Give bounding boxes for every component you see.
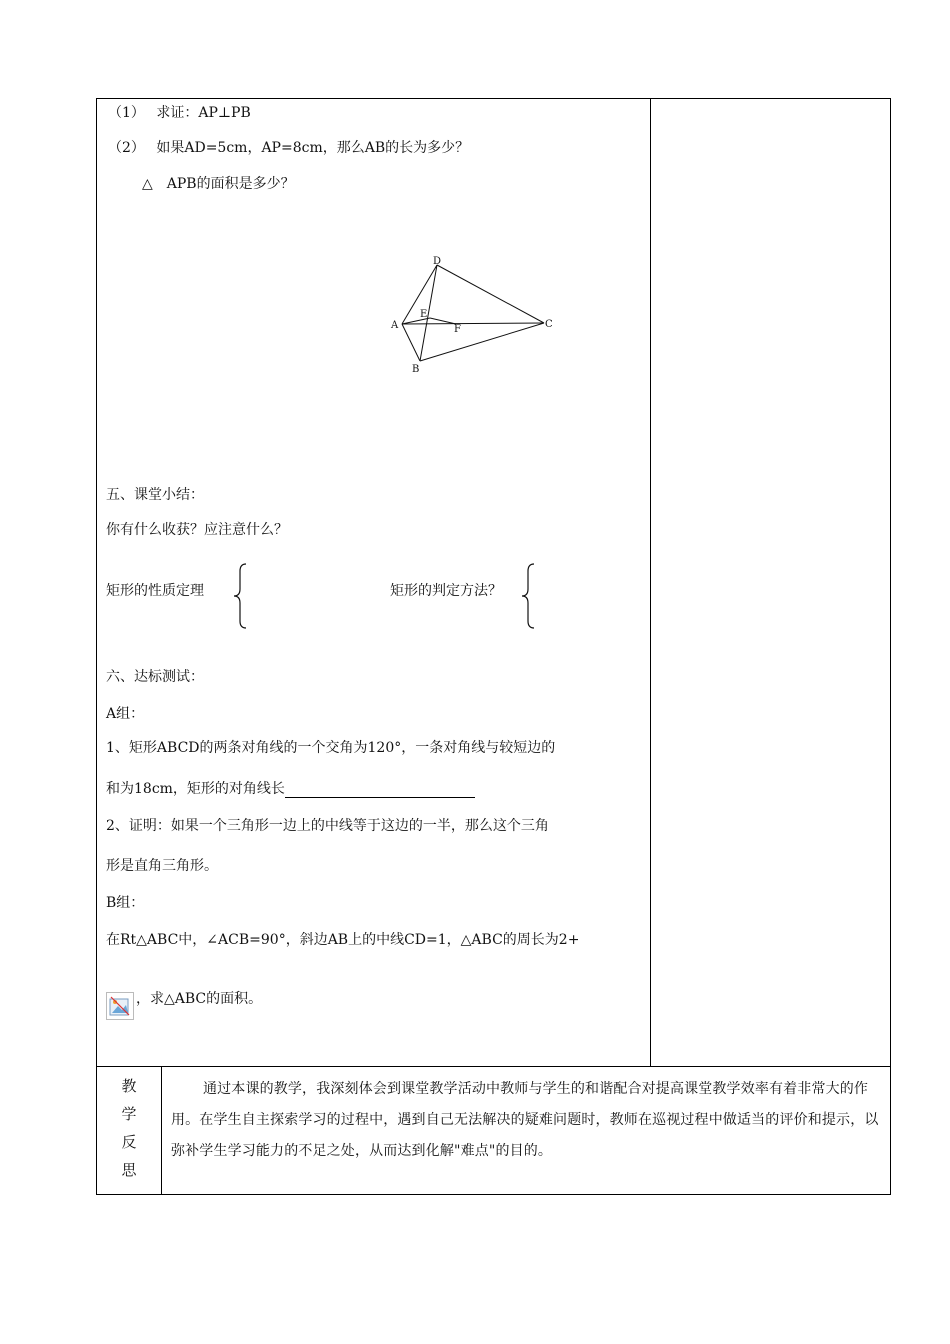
a2-line2: 形是直角三角形。 (106, 858, 218, 874)
segment-AC (402, 323, 544, 324)
reflection-char-1: 教 (121, 1077, 137, 1095)
geometry-figure (380, 248, 570, 378)
label-A: A (391, 320, 399, 331)
left-brace-icon (232, 563, 248, 629)
table-right-border (890, 98, 891, 1195)
segment-DC (437, 265, 544, 323)
table-row-divider (96, 1066, 891, 1067)
label-E: E (420, 309, 428, 320)
reflection-text: 通过本课的教学，我深刻体会到课堂教学活动中教师与学生的和谐配合对提高课堂教学效率有着非常大的作用。在学生自主探索学习的过程中，遇到自己无法解决的疑难问题时，教师在巡视过程中做适当的评价和提示，以弥补学生学习能力的不足之处，从而达到化解"难点"的目的。 (171, 1081, 879, 1159)
group-a-label: A组： (106, 706, 145, 722)
table-bottom-border (96, 1194, 891, 1195)
label-F: F (454, 324, 461, 335)
right-brace-icon (520, 563, 536, 629)
question-3: △ APB的面积是多少？ (142, 176, 295, 192)
test-heading: 六、达标测试： (106, 669, 204, 685)
label-B: B (412, 364, 420, 375)
label-D: D (433, 256, 442, 267)
table-left-border (96, 98, 97, 1195)
table-top-border (96, 98, 891, 99)
question-2: （2） 如果AD=5cm，AP=8cm，那么AB的长为多少？ (108, 140, 470, 156)
segment-AB (402, 324, 420, 361)
segment-BC (420, 323, 544, 361)
summary-prompt: 你有什么收获？应注意什么？ (106, 522, 288, 538)
a2-line1: 2、证明：如果一个三角形一边上的中线等于这边的一半，那么这个三角 (106, 818, 549, 834)
a1-line1: 1、矩形ABCD的两条对角线的一个交角为120°，一条对角线与较短边的 (106, 740, 556, 756)
reflection-label (119, 1072, 139, 1184)
table-column-divider (650, 98, 651, 1066)
a1-line2-text: 和为18cm，矩形的对角线长 (106, 781, 285, 797)
rect-properties-label: 矩形的性质定理 (106, 583, 204, 599)
reflection-char-4: 思 (121, 1161, 137, 1179)
b1-line2: ，求△ABC的面积。 (136, 991, 263, 1007)
rect-criteria-label: 矩形的判定方法？ (390, 583, 502, 599)
b1-line1: 在Rt△ABC中，∠ACB=90°，斜边AB上的中线CD=1，△ABC的周长为2+ (106, 932, 580, 948)
label-C: C (545, 319, 553, 330)
answer-blank[interactable] (285, 782, 475, 798)
reflection-char-3: 反 (121, 1133, 137, 1151)
reflection-char-2: 学 (121, 1105, 137, 1123)
group-b-label: B组： (106, 895, 145, 911)
summary-heading: 五、课堂小结： (106, 487, 204, 503)
reflection-label-divider (161, 1066, 162, 1195)
question-1: （1） 求证：AP⊥PB (108, 105, 251, 121)
segment-EF (430, 318, 456, 324)
a1-line2 (106, 780, 475, 798)
broken-image-icon (106, 992, 134, 1020)
